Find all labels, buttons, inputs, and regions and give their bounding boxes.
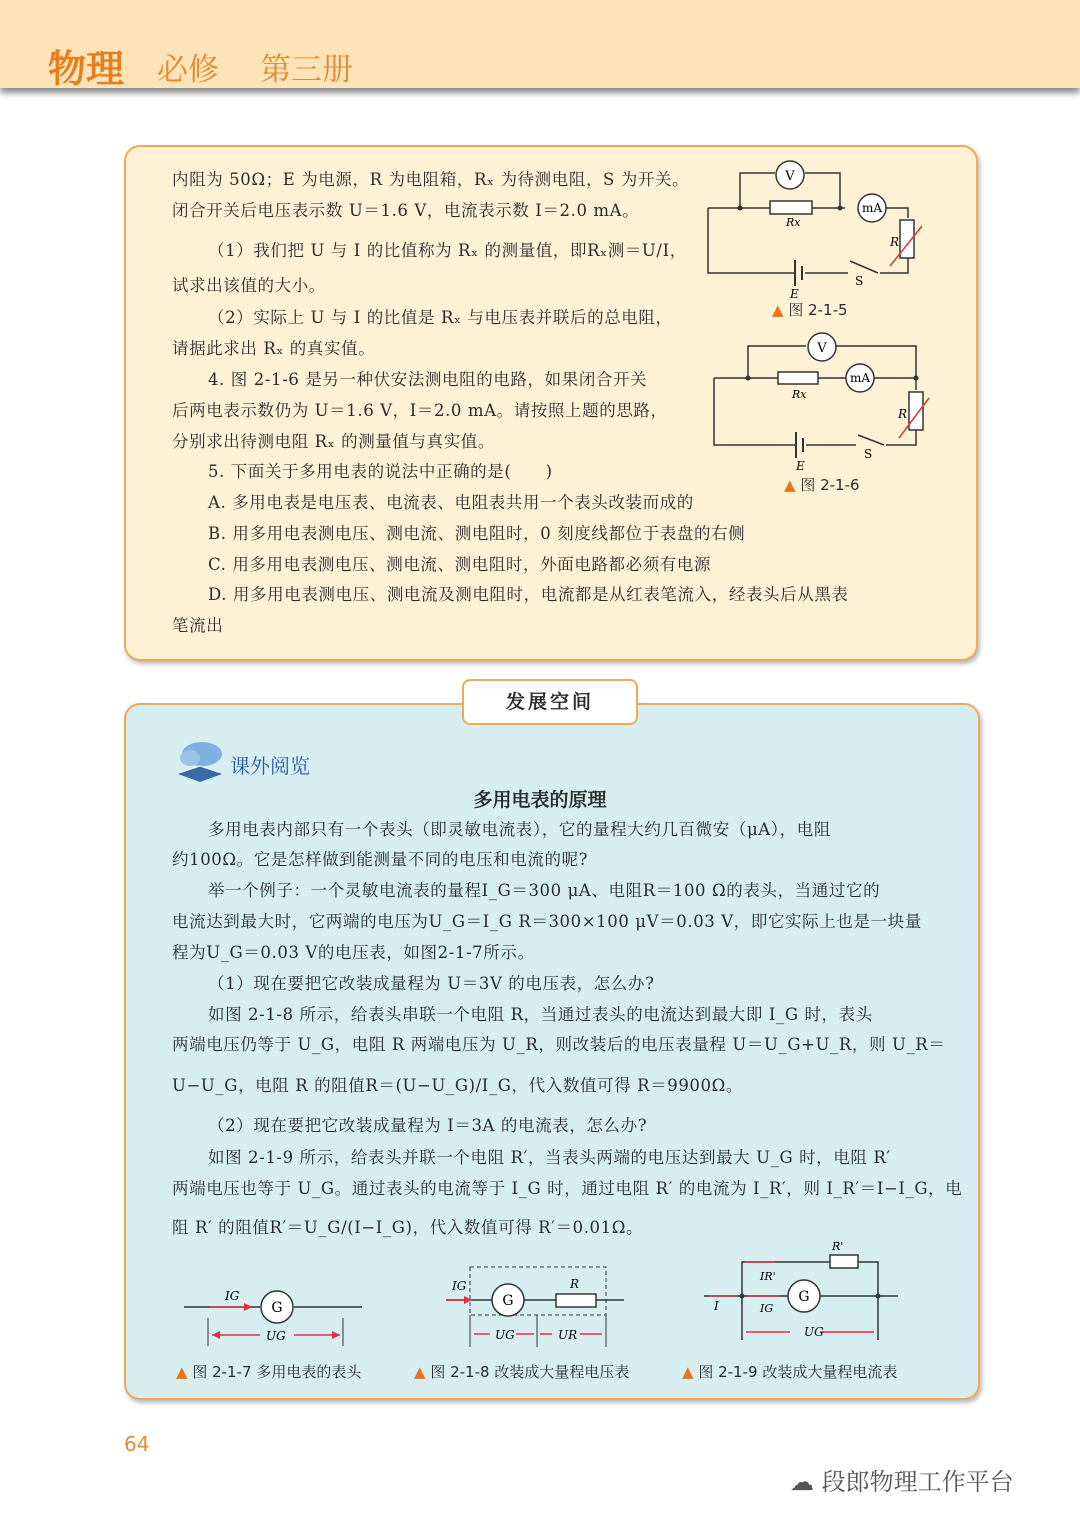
caption-text: 图 2-1-5 <box>788 301 848 319</box>
ir-label: IR' <box>760 1270 776 1283</box>
rx-label: Rx <box>792 388 807 401</box>
triangle-icon: ▲ <box>772 301 784 319</box>
triangle-icon: ▲ <box>176 1363 188 1381</box>
text-line: 举一个例子：一个灵敏电流表的量程I_G＝300 μA、电阻R＝100 Ω的表头，当通过它的 <box>208 881 881 900</box>
text-line: （2）实际上 U 与 I 的比值是 Rₓ 与电压表并联后的总电阻， <box>208 308 673 327</box>
e-label: E <box>790 287 799 301</box>
figure-2-1-7-caption <box>176 1361 361 1382</box>
text-line: C. 用多用电表测电压、测电流、测电阻时，外面电路都必须有电源 <box>208 555 712 574</box>
page-number: 64 <box>124 1432 150 1456</box>
text-line: D. 用多用电表测电压、测电流及测电阻时，电流都是从红表笔流入，经表头后从黑表 <box>208 585 849 604</box>
caption-text: 图 2-1-6 <box>800 476 860 494</box>
ig-label: IG <box>760 1302 774 1315</box>
triangle-icon: ▲ <box>784 476 796 494</box>
r-label: R <box>890 235 900 249</box>
ammeter-label: mA <box>849 371 871 385</box>
text-line: 约100Ω。它是怎样做到能测量不同的电压和电流的呢? <box>172 850 589 869</box>
text-line: 两端电压仍等于 U_G，电阻 R 两端电压为 U_R，则改装后的电压表量程 U＝U_G+U_R，则 U_R＝ <box>172 1035 946 1054</box>
article-title: 多用电表的原理 <box>473 789 607 811</box>
watermark <box>790 1462 1014 1497</box>
galvanometer-label: G <box>502 1293 514 1309</box>
ug-label: UG <box>804 1325 824 1339</box>
text-line: U−U_G，电阻 R 的阻值R＝(U−U_G)/I_G，代入数值可得 R＝9900Ω。 <box>172 1076 743 1095</box>
text-line: A. 多用电表是电压表、电流表、电阻表共用一个表头改装而成的 <box>208 493 694 512</box>
s-label: S <box>855 274 864 288</box>
triangle-icon: ▲ <box>414 1363 426 1381</box>
watermark-text: 段郎物理工作平台 <box>821 1468 1014 1496</box>
figure-2-1-6-circuit <box>706 330 946 480</box>
text-line: 阻 R′ 的阻值R′＝U_G/(I−I_G)，代入数值可得 R′＝0.01Ω。 <box>172 1218 644 1237</box>
text-line: 笔流出 <box>172 616 224 635</box>
text-line: 两端电压也等于 U_G。通过表头的电流等于 I_G 时，通过电阻 R′ 的电流为 I_R′，则 I_R′＝I−I_G，电 <box>172 1179 963 1198</box>
text-line: （1）我们把 U 与 I 的比值称为 Rₓ 的测量值，即Rₓ测＝U/I， <box>208 241 687 260</box>
rx-label: Rx <box>786 216 801 229</box>
figure-2-1-9-caption <box>682 1361 897 1382</box>
e-label: E <box>796 459 805 473</box>
caption-text: 图 2-1-7 多用电表的表头 <box>192 1363 362 1381</box>
ig-label: IG <box>452 1279 467 1293</box>
triangle-icon: ▲ <box>682 1363 694 1381</box>
text-line: （2）现在要把它改装成量程为 I＝3A 的电流表，怎么办? <box>208 1116 648 1135</box>
ur-label: UR <box>558 1328 578 1342</box>
figure-2-1-8-caption <box>414 1361 629 1382</box>
r-label: R <box>570 1277 580 1291</box>
voltmeter-label: V <box>785 169 795 184</box>
section-label: 课外阅览 <box>230 754 310 778</box>
i-label: I <box>714 1299 719 1313</box>
figure-2-1-7-diagram <box>180 1280 370 1350</box>
text-line: 如图 2-1-9 所示，给表头并联一个电阻 R′，当表头两端的电压达到最大 U_G 时，电阻 R′ <box>208 1148 891 1167</box>
voltmeter-label: V <box>817 341 827 356</box>
s-label: S <box>864 447 873 461</box>
figure-2-1-9-diagram <box>700 1240 910 1345</box>
ug-label: UG <box>266 1329 286 1343</box>
text-line: 如图 2-1-8 所示，给表头串联一个电阻 R，当通过表头的电流达到最大即 I_G 时，表头 <box>208 1005 873 1024</box>
text-line: 内阻为 50Ω；E 为电源，R 为电阻箱，Rₓ 为待测电阻，S 为开关。 <box>172 170 690 189</box>
r-prime-label: R' <box>832 1240 844 1253</box>
figure-2-1-8-diagram <box>440 1262 640 1352</box>
text-line: 多用电表内部只有一个表头（即灵敏电流表），它的量程大约几百微安（μA），电阻 <box>208 820 831 839</box>
volume-title: 第三册 <box>260 52 353 88</box>
text-line: 分别求出待测电阻 Rₓ 的测量值与真实值。 <box>172 432 496 451</box>
text-line: 请据此求出 Rₓ 的真实值。 <box>172 339 376 358</box>
extension-tab: 发展空间 <box>462 679 638 725</box>
course-title: 必修 <box>157 52 219 88</box>
text-line: （1）现在要把它改装成量程为 U＝3V 的电压表，怎么办? <box>208 974 655 993</box>
figure-2-1-6-caption <box>784 474 860 495</box>
text-line: 试求出该值的大小。 <box>172 276 326 295</box>
page-header <box>0 0 1080 91</box>
text-line: 闭合开关后电压表示数 U＝1.6 V，电流表示数 I＝2.0 mA。 <box>172 201 640 220</box>
wechat-icon: ☁ <box>790 1468 814 1496</box>
ig-label: IG <box>225 1289 240 1303</box>
text-line: B. 用多用电表测电压、测电流、测电阻时，0 刻度线都位于表盘的右侧 <box>208 524 746 543</box>
text-line: 后两电表示数仍为 U＝1.6 V，I＝2.0 mA。请按照上题的思路， <box>172 401 668 420</box>
caption-text: 图 2-1-8 改装成大量程电压表 <box>430 1363 630 1381</box>
text-line: 5. 下面关于多用电表的说法中正确的是( ) <box>208 462 553 481</box>
caption-text: 图 2-1-9 改装成大量程电流表 <box>698 1363 898 1381</box>
book-cloud-icon <box>172 738 228 786</box>
r-label: R <box>898 407 908 421</box>
galvanometer-label: G <box>271 1300 283 1316</box>
text-line: 电流达到最大时，它两端的电压为U_G＝I_G R＝300×100 μV＝0.03 V，即它实际上也是一块量 <box>172 912 922 931</box>
subject-title: 物理 <box>48 47 125 91</box>
galvanometer-label: G <box>798 1289 810 1305</box>
text-line: 4. 图 2-1-6 是另一种伏安法测电阻的电路，如果闭合开关 <box>208 370 648 389</box>
ammeter-label: mA <box>861 201 883 215</box>
ug-label: UG <box>495 1328 515 1342</box>
text-line: 程为U_G＝0.03 V的电压表，如图2-1-7所示。 <box>172 943 535 962</box>
figure-2-1-5-caption <box>772 299 848 320</box>
